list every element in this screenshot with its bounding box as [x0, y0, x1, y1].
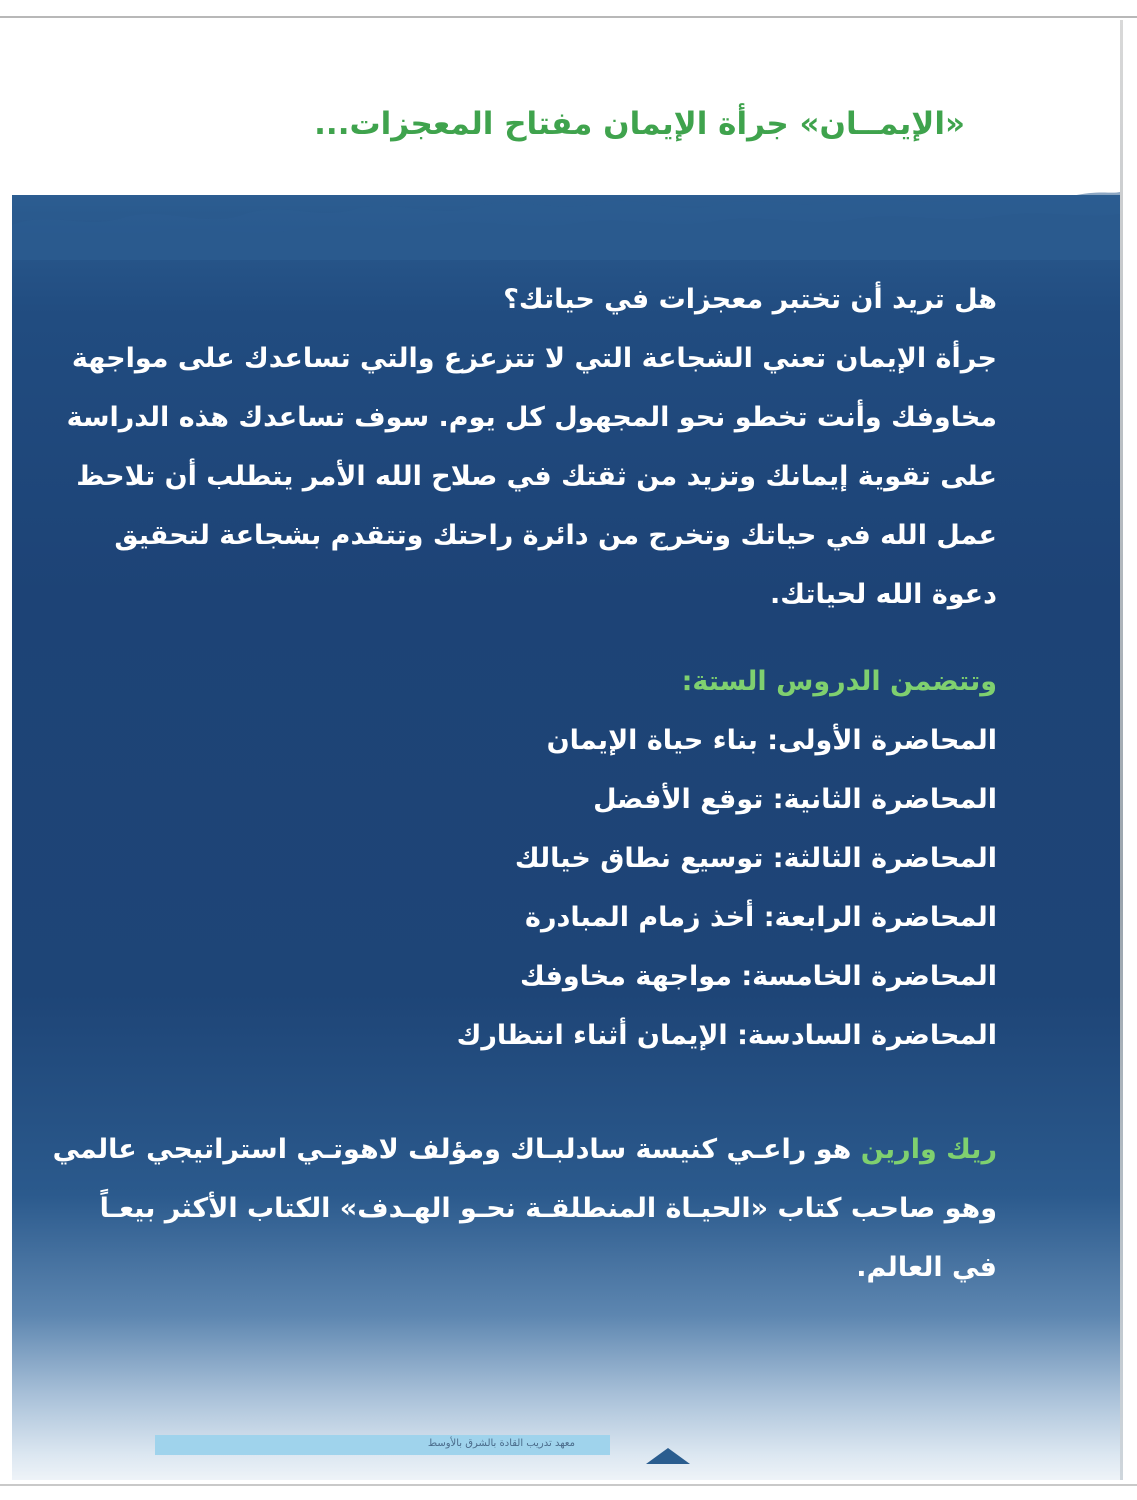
- intro-line: دعوة الله لحياتك.: [769, 579, 997, 610]
- page-title: «الإيمــان» جرأة الإيمان مفتاح المعجزات...: [314, 106, 965, 142]
- lesson-item: المحاضرة السادسة: الإيمان أثناء انتظارك: [456, 1020, 997, 1051]
- wave-crest-graphic: [12, 170, 1120, 260]
- lesson-item: المحاضرة الخامسة: مواجهة مخاوفك: [520, 961, 997, 992]
- main-text-block: [52, 270, 997, 1297]
- intro-line: جرأة الإيمان تعني الشجاعة التي لا تتزعزع والتي تساعدك على مواجهة: [71, 343, 997, 374]
- author-bio-text: هو راعـي كنيسة سادلبـاك ومؤلف لاهوتـي استراتيجي عالمي: [52, 1134, 861, 1165]
- author-bio-line: [52, 1120, 997, 1179]
- top-border-line: [0, 16, 1137, 18]
- intro-line: عمل الله في حياتك وتخرج من دائرة راحتك وتتقدم بشجاعة لتحقيق: [114, 520, 997, 551]
- author-bio-line: وهو صاحب كتاب «الحيـاة المنطلقـة نحـو الهـدف» الكتاب الأكثر بيعـاً: [99, 1193, 997, 1224]
- author-bio-line: في العالم.: [856, 1252, 997, 1283]
- author-name: ريك وارين: [860, 1134, 997, 1165]
- intro-question: هل تريد أن تختبر معجزات في حياتك؟: [503, 284, 997, 315]
- lesson-item: المحاضرة الثانية: توقع الأفضل: [593, 784, 997, 815]
- page-edge-shadow: [1120, 20, 1123, 1480]
- footer-triangle-icon: [646, 1448, 690, 1464]
- footer-org-name: معهد تدريب القادة بالشرق بالأوسط: [427, 1438, 575, 1449]
- bottom-border-line: [0, 1484, 1137, 1486]
- intro-line: مخاوفك وأنت تخطو نحو المجهول كل يوم. سوف تساعدك هذه الدراسة: [66, 402, 997, 433]
- lessons-heading: وتتضمن الدروس الستة:: [681, 666, 997, 697]
- lesson-item: المحاضرة الأولى: بناء حياة الإيمان: [546, 725, 997, 756]
- lesson-item: المحاضرة الرابعة: أخذ زمام المبادرة: [525, 902, 997, 933]
- brochure-page: [12, 20, 1120, 1480]
- intro-line: على تقوية إيمانك وتزيد من ثقتك في صلاح الله الأمر يتطلب أن تلاحظ: [76, 461, 997, 492]
- lesson-item: المحاضرة الثالثة: توسيع نطاق خيالك: [514, 843, 997, 874]
